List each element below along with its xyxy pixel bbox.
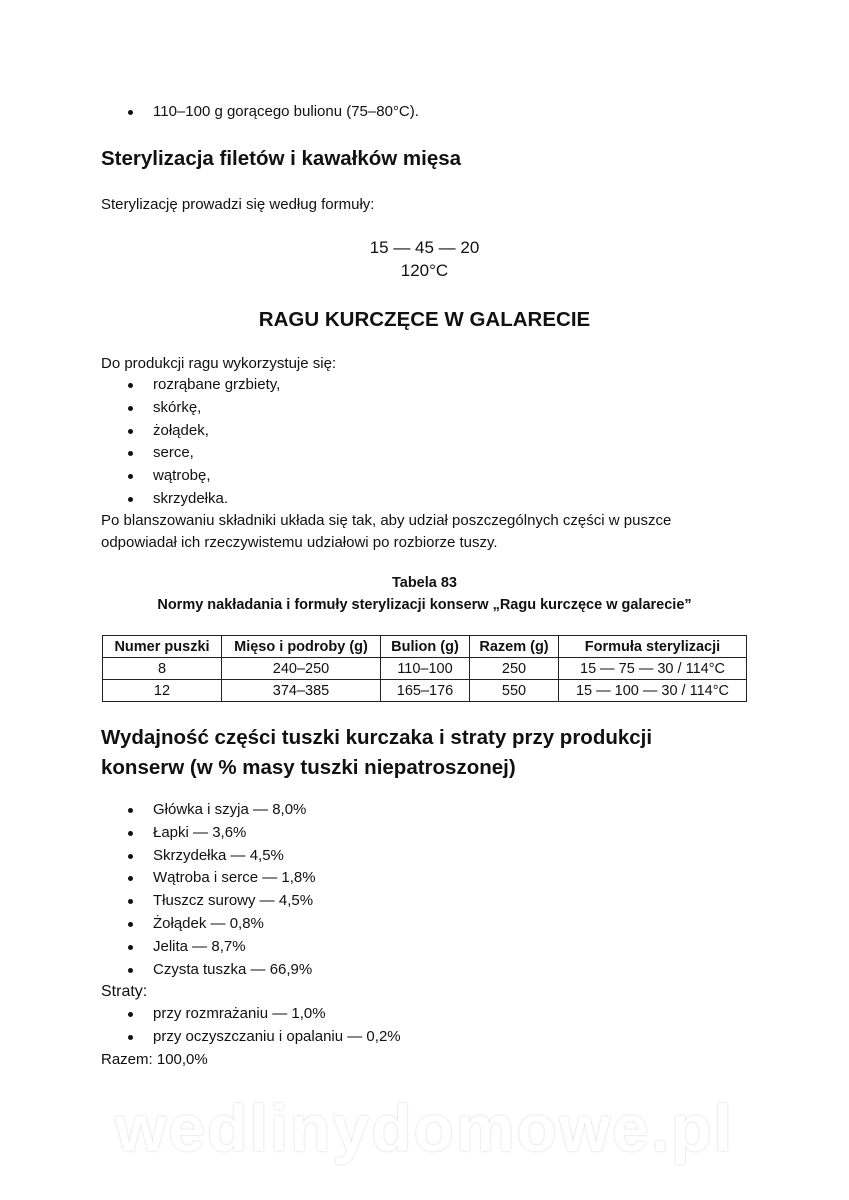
- column-header: Bulion (g): [381, 636, 470, 658]
- table-cell: 15 — 75 — 30 / 114°C: [559, 658, 747, 680]
- column-header: Mięso i podroby (g): [222, 636, 381, 658]
- losses-label: Straty:: [101, 983, 148, 1000]
- ingredients-list: [101, 374, 280, 511]
- list-item: serce,: [101, 442, 280, 465]
- ragu-note-line-2: odpowiadał ich rzeczywistemu udziałowi po rozbiorze tuszy.: [101, 534, 498, 551]
- table-cell: 165–176: [381, 680, 470, 702]
- sterilization-formula: [0, 236, 849, 282]
- list-item: przy rozmrażaniu — 1,0%: [101, 1003, 401, 1026]
- list-item: Łapki — 3,6%: [101, 822, 316, 845]
- losses-list: [101, 1003, 401, 1049]
- list-item: skórkę,: [101, 397, 280, 420]
- list-item: Jelita — 8,7%: [101, 936, 316, 959]
- table-cell: 15 — 100 — 30 / 114°C: [559, 680, 747, 702]
- table-cell: 8: [103, 658, 222, 680]
- fillets-intro: Sterylizację prowadzi się według formuły:: [101, 196, 375, 213]
- list-item: Wątroba i serce — 1,8%: [101, 867, 316, 890]
- list-item: rozrąbane grzbiety,: [101, 374, 280, 397]
- list-item: 110–100 g gorącego bulionu (75–80°C).: [101, 101, 419, 124]
- ragu-intro: Do produkcji ragu wykorzystuje się:: [101, 355, 337, 372]
- list-item: Tłuszcz surowy — 4,5%: [101, 890, 316, 913]
- table-cell: 550: [470, 680, 559, 702]
- list-item: żołądek,: [101, 420, 280, 443]
- ragu-title: RAGU KURCZĘCE W GALARECIE: [258, 308, 591, 331]
- yield-heading-line-2: konserw (w % masy tuszki niepatroszonej): [101, 756, 516, 779]
- watermark: wedlinydomowe.pl: [115, 1091, 734, 1165]
- formula-line-1: 15 — 45 — 20: [369, 238, 480, 257]
- top-list: [101, 101, 419, 124]
- table-cell: 374–385: [222, 680, 381, 702]
- list-item: przy oczyszczaniu i opalaniu — 0,2%: [101, 1026, 401, 1049]
- section-heading-fillets: Sterylizacja filetów i kawałków mięsa: [101, 147, 462, 170]
- column-header: Razem (g): [470, 636, 559, 658]
- table-caption: Tabela 83: [391, 575, 458, 591]
- table-title: Normy nakładania i formuły sterylizacji konserw „Ragu kurczęce w galarecie”: [157, 597, 692, 613]
- list-item: Czysta tuszka — 66,9%: [101, 959, 316, 982]
- table-cell: 12: [103, 680, 222, 702]
- list-item: skrzydełka.: [101, 488, 280, 511]
- list-item: wątrobę,: [101, 465, 280, 488]
- table-row: [103, 658, 747, 680]
- list-item: Żołądek — 0,8%: [101, 913, 316, 936]
- formula-line-2: 120°C: [400, 261, 449, 280]
- list-item: Główka i szyja — 8,0%: [101, 799, 316, 822]
- section-heading-yield: [101, 723, 652, 783]
- column-header: Formuła sterylizacji: [559, 636, 747, 658]
- table-cell: 110–100: [381, 658, 470, 680]
- column-header: Numer puszki: [103, 636, 222, 658]
- table-caption-block: [0, 572, 849, 616]
- yield-list: [101, 799, 316, 981]
- norms-table: [102, 635, 747, 702]
- table-cell: 250: [470, 658, 559, 680]
- ragu-note-line-1: Po blanszowaniu składniki układa się tak, aby udział poszczególnych części w puszce: [101, 512, 672, 529]
- table-cell: 240–250: [222, 658, 381, 680]
- yield-heading-line-1: Wydajność części tuszki kurczaka i straty przy produkcji: [101, 726, 653, 749]
- total-line: Razem: 100,0%: [101, 1051, 208, 1068]
- list-item: Skrzydełka — 4,5%: [101, 845, 316, 868]
- table-row: [103, 680, 747, 702]
- table-header-row: [103, 636, 747, 658]
